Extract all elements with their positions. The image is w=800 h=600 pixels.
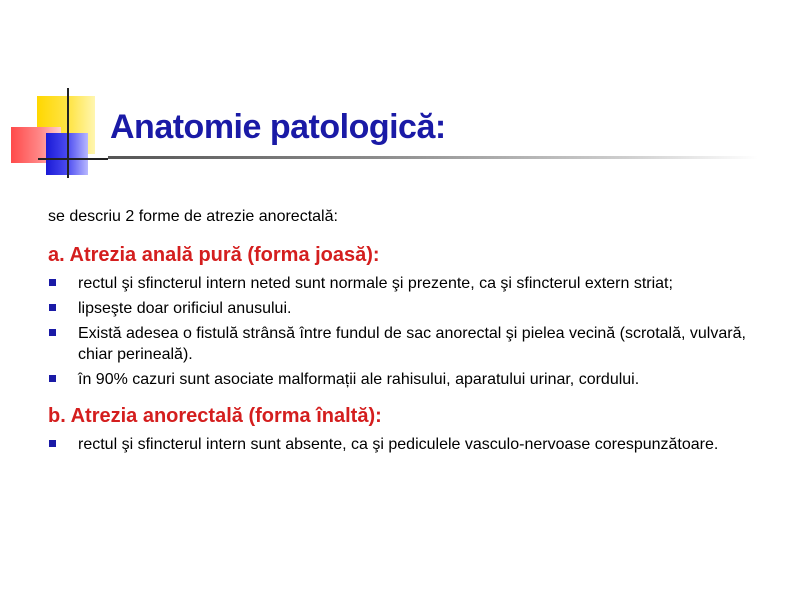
list-item-text: rectul şi sfincterul intern neted sunt normale şi prezente, ca şi sfincterul extern striat;	[78, 275, 673, 292]
logo-horizontal-line	[38, 158, 108, 160]
list-item	[48, 323, 778, 365]
square-bullet-icon	[49, 440, 56, 447]
section-b-list	[48, 434, 778, 455]
section-a-heading: a. Atrezia anală pură (forma joasă):	[48, 244, 380, 266]
square-bullet-icon	[49, 279, 56, 286]
stacked-squares-logo	[0, 0, 120, 190]
list-item-text: Există adesea o fistulă strânsă între fundul de sac anorectal şi pielea vecină (scrotală, vulvară, chiar perineală).	[78, 325, 746, 363]
section-a-list	[48, 273, 778, 390]
list-item-text: lipseşte doar orificiul anusului.	[78, 300, 292, 317]
slide-title: Anatomie patologică:	[110, 108, 446, 146]
section-b-heading: b. Atrezia anorectală (forma înaltă):	[48, 405, 382, 427]
square-bullet-icon	[49, 304, 56, 311]
list-item	[48, 273, 778, 294]
list-item	[48, 369, 778, 390]
square-bullet-icon	[49, 329, 56, 336]
title-underline-rule	[108, 156, 758, 159]
square-bullet-icon	[49, 375, 56, 382]
list-item-text: în 90% cazuri sunt asociate malformații ale rahisului, aparatului urinar, cordului.	[78, 371, 640, 388]
list-item-text: rectul şi sfincterul intern sunt absente, ca şi pediculele vasculo-nervoase corespunzătoare.	[78, 436, 719, 453]
logo-vertical-line	[67, 88, 69, 178]
list-item	[48, 298, 778, 319]
list-item	[48, 434, 778, 455]
intro-text: se descriu 2 forme de atrezie anorectală:	[48, 208, 338, 225]
slide-content	[48, 207, 778, 459]
